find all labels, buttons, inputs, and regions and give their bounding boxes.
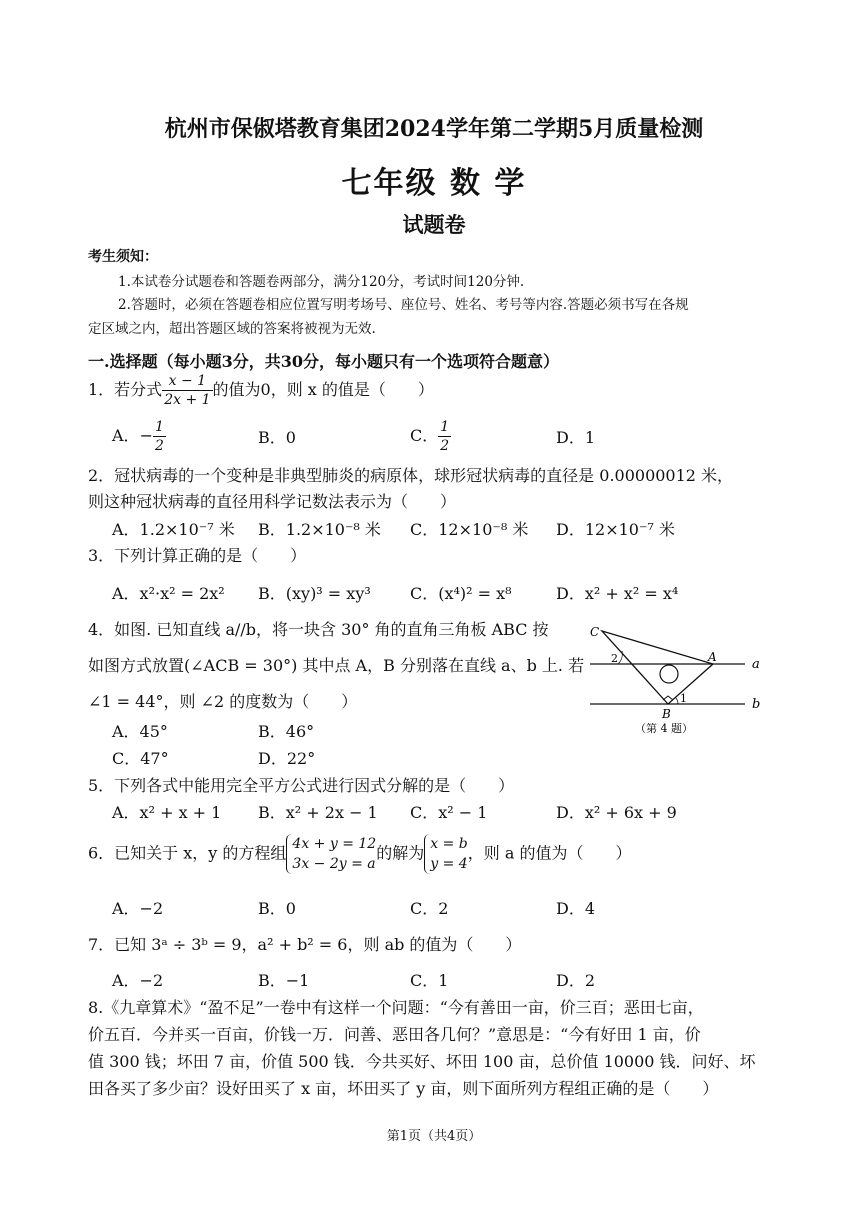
label-b-point: B — [662, 707, 671, 721]
notice-line-1: 1.本试卷分试题卷和答题卷两部分，满分120分，考试时间120分钟. — [118, 274, 525, 290]
question-3-stem: 3．下列计算正确的是（ ） — [88, 546, 307, 565]
q6-option-c: C．2 — [410, 899, 449, 918]
q1-pre: 1．若分式 — [88, 380, 163, 399]
notice-line-2: 2.答题时，必须在答题卷相应位置写明考场号、座位号、姓名、考号等内容.答题必须书写在各规 — [118, 297, 689, 313]
q1-option-d: D．1 — [556, 428, 596, 447]
q1-a-sign: − — [139, 426, 153, 445]
question-7-stem: 7．已知 3ᵃ ÷ 3ᵇ = 9，a² + b² = 6，则 ab 的值为（ ） — [88, 935, 522, 954]
q5-option-c: C．x² − 1 — [410, 803, 488, 822]
question-2-line-1: 2．冠状病毒的一个变种是非典型肺炎的病原体，球形冠状病毒的直径是 0.00000012 米， — [88, 466, 734, 485]
q1-fraction-den: 2x + 1 — [164, 392, 211, 408]
question-6-stem — [88, 834, 631, 874]
q6-mid: 的解为 — [376, 843, 425, 863]
q4-option-b: B．46° — [258, 722, 315, 741]
q6-sol1: x = b — [430, 836, 468, 852]
q3-option-d: D．x² + x² = x⁴ — [556, 584, 679, 603]
q4-option-d: D．22° — [258, 749, 316, 768]
q2-option-d: D．12×10⁻⁷ 米 — [556, 520, 675, 539]
q1-a-num: 1 — [154, 419, 164, 435]
q4-option-c: C．47° — [112, 749, 169, 768]
q6-option-a: A．−2 — [112, 899, 164, 918]
q7-option-d: D．2 — [556, 971, 596, 990]
triangle-hole — [660, 665, 678, 683]
triangle-abc — [602, 631, 713, 704]
q2-option-c: C．12×10⁻⁸ 米 — [410, 520, 529, 539]
q7-option-c: C．1 — [410, 971, 449, 990]
q3-option-c: C．(x⁴)² = x⁸ — [410, 584, 512, 603]
question-5-stem: 5．下列各式中能用完全平方公式进行因式分解的是（ ） — [88, 776, 515, 795]
question-2-line-2: 则这种冠状病毒的直径用科学记数法表示为（ ） — [88, 492, 457, 511]
q6-system — [286, 834, 376, 874]
subject-title: 七年级 数 学 — [341, 166, 527, 201]
question-4-line-2: 如图方式放置(∠ACB = 30°) 其中点 A，B 分别落在直线 a、b 上. 若 — [88, 656, 585, 675]
q1-a-fraction — [153, 418, 166, 455]
q2-option-a: A．1.2×10⁻⁷ 米 — [112, 520, 235, 539]
q6-solution — [424, 834, 468, 874]
q7-option-b: B．−1 — [258, 971, 310, 990]
q1-c-label: C． — [410, 426, 439, 445]
page-number: 第1页（共4页） — [386, 1129, 482, 1144]
question-4-line-1: 4．如图. 已知直线 a//b，将一块含 30° 角的直角三角板 ABC 按 — [88, 620, 549, 639]
q1-c-fraction — [438, 418, 451, 455]
question-8-line-3: 值 300 钱；坏田 7 亩，价值 500 钱．今共买好、坏田 100 亩，总价值 10000 钱．问好、坏 — [88, 1052, 756, 1071]
label-angle-1: 1 — [680, 692, 687, 705]
label-angle-2: 2 — [611, 652, 618, 665]
q6-post: ，则 a 的值为（ ） — [467, 843, 632, 863]
section-heading: 一.选择题（每小题3分，共30分，每小题只有一个选项符合题意） — [88, 352, 559, 371]
q1-option-a — [112, 418, 166, 455]
label-line-b: b — [752, 697, 761, 712]
q5-option-a: A．x² + x + 1 — [112, 803, 222, 822]
question-8-line-2: 价五百．今并买一百亩，价钱一万．问善、恶田各几何？”意思是：“今有好田 1 亩，价 — [88, 1025, 701, 1044]
q1-option-b: B．0 — [258, 428, 296, 447]
question-8-line-1: 8.《九章算术》“盈不足”一卷中有这样一个问题：“今有善田一亩，价三百；恶田七亩， — [88, 998, 704, 1017]
exam-title: 杭州市保俶塔教育集团2024学年第二学期5月质量检测 — [164, 116, 704, 142]
q5-option-b: B．x² + 2x − 1 — [258, 803, 378, 822]
q1-a-den: 2 — [154, 438, 164, 454]
question-8-line-4: 田各买了多少亩？设好田买了 x 亩，坏田买了 y 亩，则下面所列方程组正确的是（ ） — [88, 1079, 719, 1098]
question-4-line-3: ∠1 = 44°，则 ∠2 的度数为（ ） — [88, 692, 358, 711]
q3-option-b: B．(xy)³ = xy³ — [258, 584, 371, 603]
q6-eq1: 4x + y = 12 — [292, 836, 377, 852]
notice-line-3: 定区域之内，超出答题区域的答案将被视为无效. — [88, 321, 376, 337]
label-line-a: a — [752, 657, 760, 672]
q4-figure — [580, 620, 770, 740]
question-1-stem — [88, 372, 434, 409]
q4-option-a: A．45° — [112, 722, 168, 741]
q1-fraction-num: x − 1 — [162, 372, 212, 391]
label-c: C — [590, 625, 600, 639]
q1-a-label: A． — [112, 426, 140, 445]
q3-option-a: A．x²·x² = 2x² — [112, 584, 225, 603]
q1-c-num: 1 — [440, 419, 450, 435]
q7-option-a: A．−2 — [112, 971, 164, 990]
q6-sol2: y = 4 — [430, 856, 468, 872]
paper-label: 试题卷 — [402, 212, 466, 237]
q1-post: 的值为0，则 x 的值是（ ） — [212, 380, 434, 399]
right-angle-mark — [663, 696, 673, 700]
angle-1-arc — [675, 697, 678, 704]
q6-option-b: B．0 — [258, 899, 296, 918]
q2-option-b: B．1.2×10⁻⁸ 米 — [258, 520, 381, 539]
q6-eq2: 3x − 2y = a — [292, 856, 376, 872]
q6-option-d: D．4 — [556, 899, 596, 918]
q1-c-den: 2 — [440, 438, 450, 454]
q1-option-c — [410, 418, 451, 455]
q5-option-d: D．x² + 6x + 9 — [556, 803, 677, 822]
figure-caption: （第 4 题） — [635, 722, 693, 735]
label-a-point: A — [708, 650, 717, 664]
q6-pre: 6．已知关于 x，y 的方程组 — [88, 843, 287, 863]
notice-heading: 考生须知： — [88, 249, 158, 265]
q1-fraction — [162, 372, 212, 409]
